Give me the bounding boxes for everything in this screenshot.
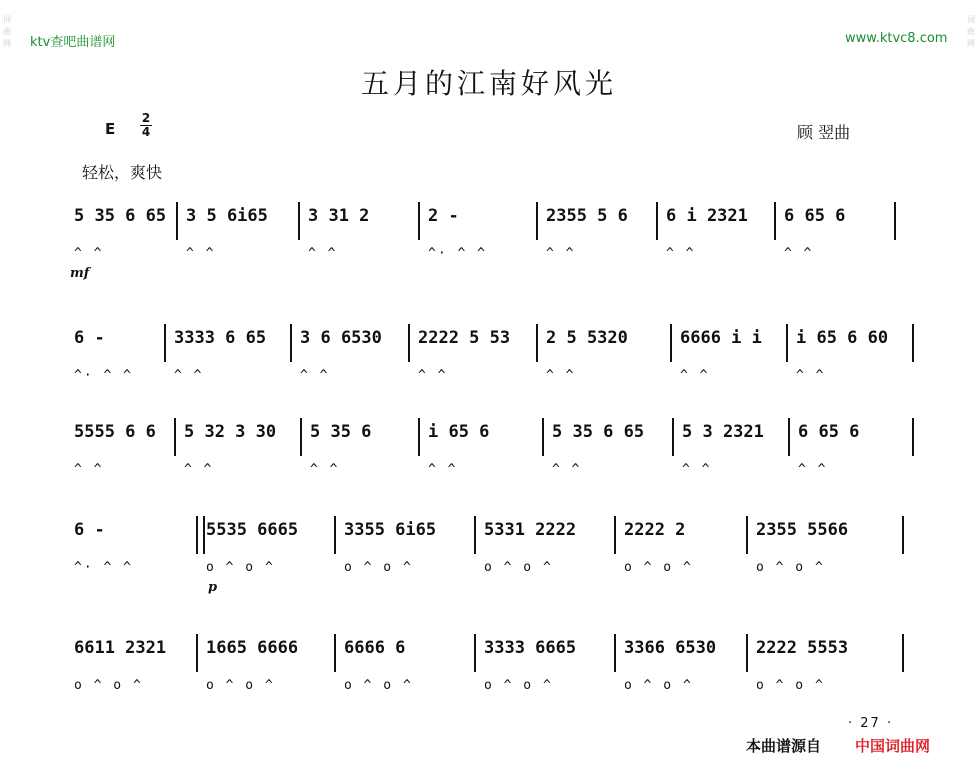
measure: [338, 514, 478, 575]
measure: [178, 416, 304, 477]
barline: [746, 516, 748, 554]
composer: 顾 翌曲: [797, 123, 851, 142]
measure-articulation: o ^ o ^: [484, 678, 553, 693]
measure-articulation: ^ ^: [552, 462, 582, 477]
barline: [788, 418, 790, 456]
barline: [746, 634, 748, 672]
measure-articulation: ^ ^: [546, 246, 576, 261]
measure-articulation: ^· ^ ^: [74, 560, 133, 575]
barline: [912, 324, 914, 362]
measure-notes: 5 35 6 65: [74, 206, 167, 226]
measure-notes: 2 -: [428, 206, 459, 226]
barline: [290, 324, 292, 362]
measure: [200, 632, 338, 693]
barline: [418, 202, 420, 240]
barline: [174, 418, 176, 456]
measure-notes: i 65 6: [428, 422, 490, 442]
measure-notes: 5 35 6 65: [552, 422, 645, 442]
score-row: [68, 200, 916, 281]
key-signature: E: [105, 120, 116, 138]
measure-notes: 1665 6666: [206, 638, 299, 658]
measure-notes: 6 65 6: [784, 206, 846, 226]
measure-articulation: ^ ^: [186, 246, 216, 261]
measure: [412, 322, 540, 383]
measure-articulation: ^ ^: [680, 368, 710, 383]
measure-articulation: o ^ o ^: [74, 678, 143, 693]
barline: [670, 324, 672, 362]
page-number: · 27 ·: [848, 716, 894, 731]
measure: [478, 632, 618, 693]
barline: [894, 202, 896, 240]
measure: [546, 416, 676, 477]
measure: [294, 322, 412, 383]
measure: [200, 514, 338, 575]
barline: [474, 634, 476, 672]
measure: [478, 514, 618, 575]
measure-notes: 3366 6530: [624, 638, 717, 658]
barline: [298, 202, 300, 240]
barline: [196, 634, 198, 672]
time-signature: [140, 112, 152, 139]
measure-notes: 3333 6665: [484, 638, 577, 658]
measure-articulation: ^· ^ ^: [428, 246, 487, 261]
measure: [790, 322, 916, 383]
measure-articulation: ^ ^: [784, 246, 814, 261]
barline: [334, 634, 336, 672]
barline: [474, 516, 476, 554]
barline: [912, 418, 914, 456]
measure: [68, 200, 180, 261]
measure-notes: 6666 i i: [680, 328, 762, 348]
dynamic-marking: mf: [70, 266, 90, 281]
barline: [614, 516, 616, 554]
measure-notes: 3 5 6i65: [186, 206, 268, 226]
measure: [302, 200, 422, 261]
measure-articulation: o ^ o ^: [756, 560, 825, 575]
watermark-strip-left: [2, 0, 12, 782]
barline: [774, 202, 776, 240]
site-link-left[interactable]: ktv查吧曲谱网: [30, 35, 116, 50]
measure-articulation: ^ ^: [74, 246, 104, 261]
time-signature-bottom: 4: [141, 125, 151, 139]
measure-notes: 3355 6i65: [344, 520, 437, 540]
score-row: [68, 514, 916, 595]
measure-notes: 2222 2: [624, 520, 686, 540]
barline: [408, 324, 410, 362]
dynamic-marking: p: [208, 580, 218, 595]
measure: [618, 632, 750, 693]
measure-notes: 3 31 2: [308, 206, 370, 226]
barline: [614, 634, 616, 672]
site-link-right[interactable]: www.ktvc8.com: [845, 31, 948, 46]
measure-articulation: ^ ^: [308, 246, 338, 261]
measure-articulation: o ^ o ^: [624, 678, 693, 693]
measure: [180, 200, 302, 261]
measure: [674, 322, 790, 383]
measure: [68, 514, 200, 575]
barline: [164, 324, 166, 362]
barline: [672, 418, 674, 456]
measure-articulation: ^ ^: [174, 368, 204, 383]
measure-notes: 6666 6: [344, 638, 406, 658]
watermark-strip-right: [966, 0, 976, 782]
barline: [542, 418, 544, 456]
measure-notes: 2222 5 53: [418, 328, 511, 348]
barline: [536, 202, 538, 240]
barline: [786, 324, 788, 362]
song-title: 五月的江南好风光: [360, 67, 617, 100]
measure: [660, 200, 778, 261]
score-row: [68, 632, 916, 693]
barline: [176, 202, 178, 240]
source-site-link[interactable]: 中国词曲网: [855, 737, 931, 755]
measure: [304, 416, 422, 477]
measure: [68, 322, 168, 383]
measure-articulation: ^ ^: [184, 462, 214, 477]
measure: [540, 322, 674, 383]
barline: [300, 418, 302, 456]
measure-notes: 6611 2321: [74, 638, 167, 658]
measure-articulation: ^ ^: [74, 462, 104, 477]
measure: [792, 416, 916, 477]
measure: [750, 632, 906, 693]
measure-notes: 2 5 5320: [546, 328, 628, 348]
measure: [676, 416, 792, 477]
score-row: [68, 416, 916, 477]
measure-articulation: o ^ o ^: [624, 560, 693, 575]
measure: [540, 200, 660, 261]
measure-notes: 2355 5 6: [546, 206, 628, 226]
measure-articulation: ^ ^: [310, 462, 340, 477]
measure-articulation: o ^ o ^: [206, 560, 275, 575]
measure-notes: 2222 5553: [756, 638, 849, 658]
measure-notes: 6 -: [74, 328, 105, 348]
measure-articulation: ^ ^: [666, 246, 696, 261]
measure-articulation: ^ ^: [798, 462, 828, 477]
barline: [334, 516, 336, 554]
measure-articulation: ^ ^: [682, 462, 712, 477]
measure-articulation: ^ ^: [418, 368, 448, 383]
measure-notes: 5535 6665: [206, 520, 299, 540]
measure-notes: 3 6 6530: [300, 328, 382, 348]
measure: [422, 200, 540, 261]
measure: [68, 416, 178, 477]
measure-articulation: o ^ o ^: [344, 678, 413, 693]
barline: [902, 634, 904, 672]
measure-notes: 6 i 2321: [666, 206, 748, 226]
measure-notes: 5331 2222: [484, 520, 577, 540]
measure: [338, 632, 478, 693]
measure-articulation: ^ ^: [546, 368, 576, 383]
watermark-text: 词曲网: [967, 15, 975, 48]
measure-articulation: o ^ o ^: [756, 678, 825, 693]
measure-notes: 6 -: [74, 520, 105, 540]
score-row: [68, 322, 916, 383]
measure-notes: 2355 5566: [756, 520, 849, 540]
measure: [778, 200, 898, 261]
time-signature-top: 2: [141, 111, 151, 125]
measure-notes: 3333 6 65: [174, 328, 267, 348]
measure: [422, 416, 546, 477]
measure-articulation: ^ ^: [300, 368, 330, 383]
measure-notes: i 65 6 60: [796, 328, 889, 348]
tempo-marking: 轻松，爽快: [82, 163, 163, 182]
measure-notes: 5 32 3 30: [184, 422, 277, 442]
barline: [902, 516, 904, 554]
measure-notes: 5 3 2321: [682, 422, 764, 442]
barline: [418, 418, 420, 456]
measure: [750, 514, 906, 575]
measure-articulation: o ^ o ^: [344, 560, 413, 575]
barline: [656, 202, 658, 240]
measure-notes: 6 65 6: [798, 422, 860, 442]
measure: [168, 322, 294, 383]
measure: [618, 514, 750, 575]
measure-articulation: ^· ^ ^: [74, 368, 133, 383]
measure: [68, 632, 200, 693]
measure-articulation: ^ ^: [796, 368, 826, 383]
source-label: 本曲谱源自: [746, 737, 822, 755]
watermark-text: 词曲网: [3, 15, 11, 48]
measure-notes: 5 35 6: [310, 422, 372, 442]
measure-notes: 5555 6 6: [74, 422, 156, 442]
barline: [536, 324, 538, 362]
measure-articulation: o ^ o ^: [484, 560, 553, 575]
measure-articulation: o ^ o ^: [206, 678, 275, 693]
measure-articulation: ^ ^: [428, 462, 458, 477]
